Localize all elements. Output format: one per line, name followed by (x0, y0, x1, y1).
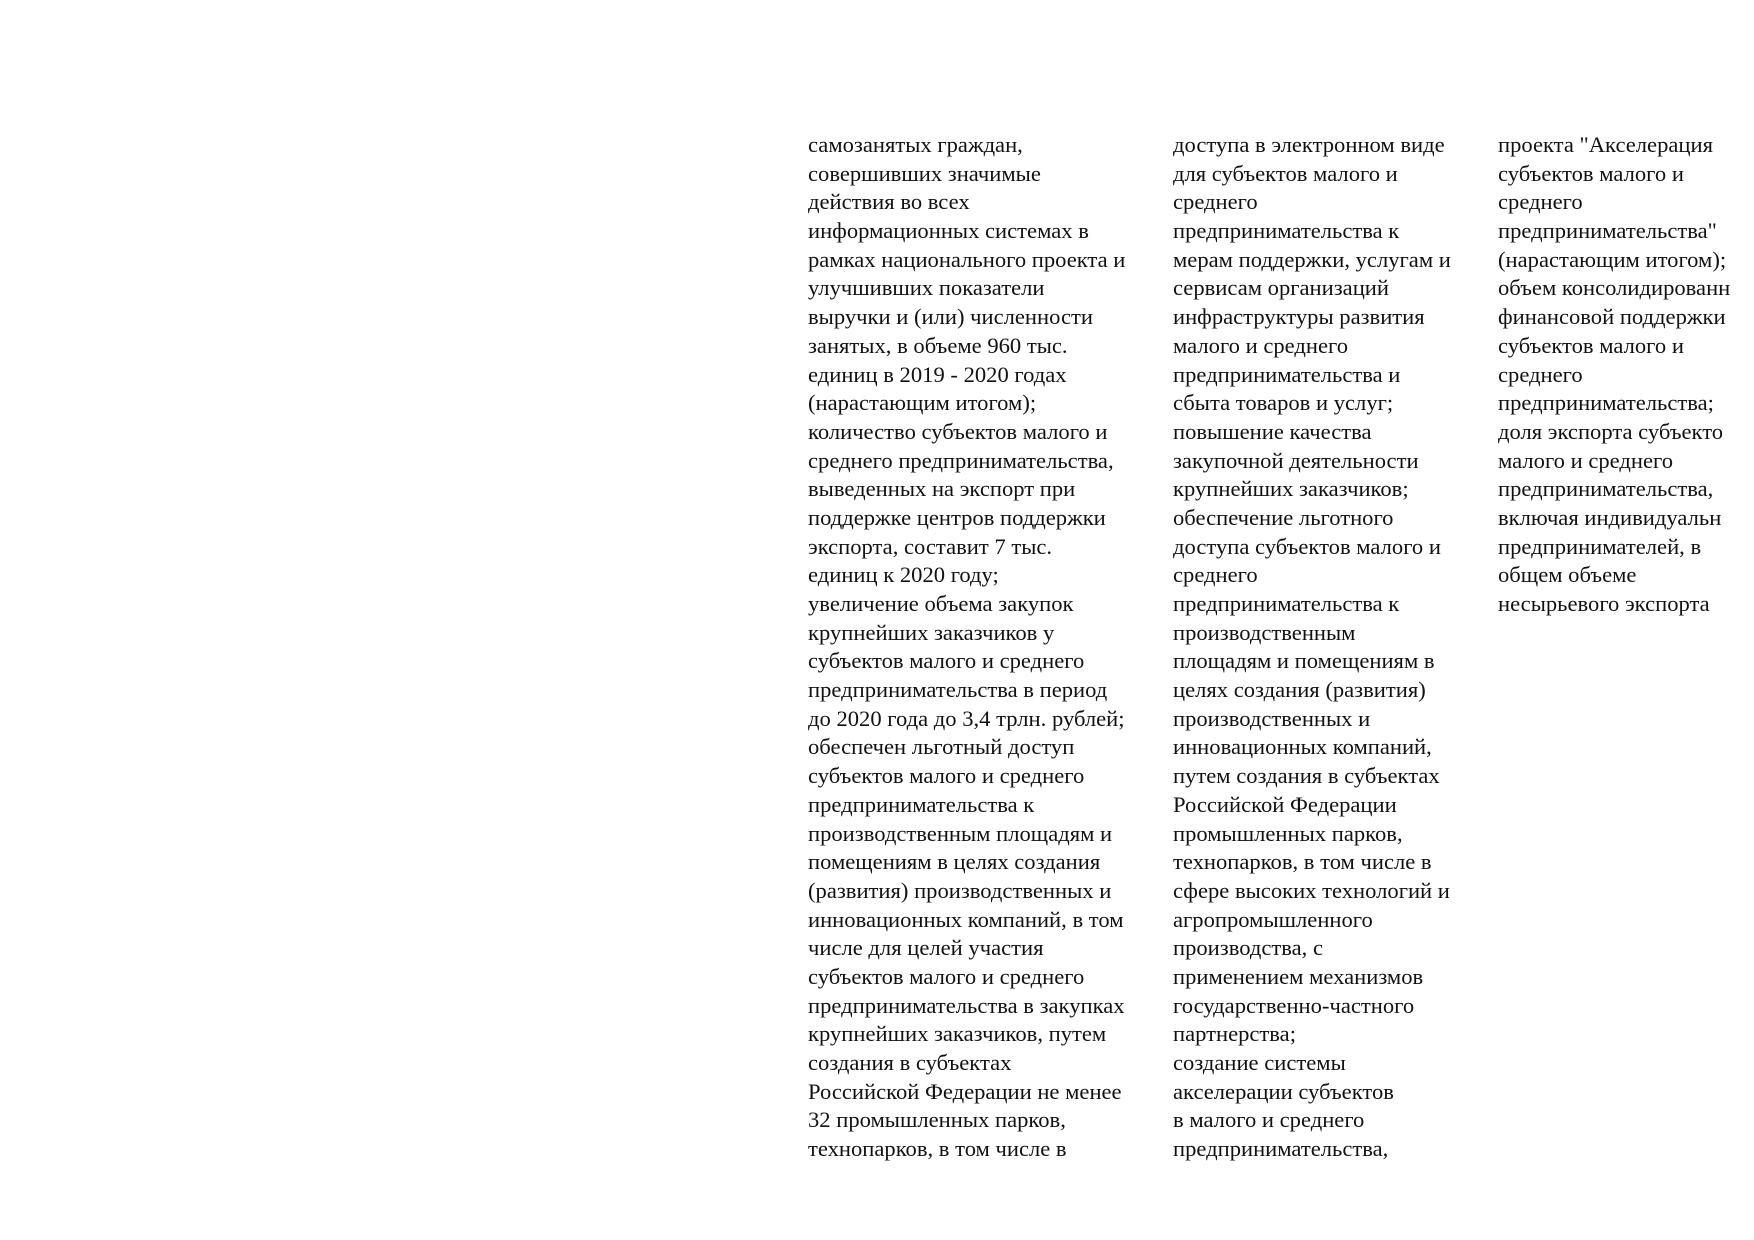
text-line: производства, с (1173, 935, 1323, 961)
text-line: инновационных компаний, в том (808, 906, 1124, 932)
text-line: среднего (1173, 562, 1258, 588)
text-line: в малого и среднего (1173, 1107, 1365, 1133)
text-line: экспорта, составит 7 тыс. (808, 533, 1053, 559)
text-line: выведенных на экспорт при (808, 476, 1076, 502)
text-line: технопарков, в том числе в (1173, 849, 1432, 875)
text-line: сервисам организаций (1173, 275, 1389, 301)
text-line: Российской Федерации не менее (808, 1078, 1122, 1104)
text-line: крупнейших заказчиков; (1173, 476, 1409, 502)
text-line: технопарков, в том числе в (808, 1136, 1067, 1162)
text-line: создание системы (1173, 1050, 1346, 1075)
text-line: производственным (1173, 619, 1356, 645)
text-line: среднего (1498, 361, 1583, 387)
text-line: занятых, в объеме 960 тыс. (808, 332, 1068, 358)
text-line: сфере высоких технологий и (1173, 877, 1450, 903)
text-line: предпринимательства к (1173, 218, 1400, 244)
text-line: акселерации субъектов (1173, 1078, 1394, 1104)
text-column-1 (808, 131, 1164, 1164)
text-line: доступа субъектов малого и (1173, 533, 1441, 559)
text-line: крупнейших заказчиков, путем (808, 1021, 1107, 1047)
text-line: (нарастающим итогом); (1498, 246, 1727, 272)
text-line: создания в субъектах (808, 1050, 1012, 1075)
text-line: количество субъектов малого и (808, 418, 1108, 444)
text-line: субъектов малого и (1498, 160, 1684, 186)
text-line: единиц в 2019 - 2020 годах (808, 361, 1067, 387)
text-line: путем создания в субъектах (1173, 763, 1440, 789)
text-line: рамках национального проекта и (808, 246, 1126, 272)
text-line: целях создания (развития) (1173, 677, 1426, 703)
text-line: субъектов малого и среднего (808, 963, 1085, 989)
text-line: предпринимательства, (1498, 476, 1714, 502)
text-line: числе для целей участия (808, 935, 1044, 961)
text-line: мерам поддержки, услугам и (1173, 246, 1451, 272)
text-column-2 (1173, 131, 1493, 1164)
text-line: партнерства; (1173, 1021, 1296, 1047)
text-line: общем объеме (1498, 562, 1637, 588)
text-line: предпринимателей, в (1498, 533, 1702, 559)
text-line: предпринимательства" (1498, 218, 1717, 244)
text-line: предпринимательства в период (808, 677, 1108, 703)
text-line: помещениям в целях создания (808, 849, 1101, 875)
text-line: предпринимательства к (1173, 591, 1400, 616)
text-line: информационных системах в (808, 218, 1089, 244)
text-line: выручки и (или) численности (808, 304, 1093, 330)
text-line: Российской Федерации (1173, 791, 1397, 817)
text-line: проекта "Акселерация (1498, 132, 1713, 157)
text-line: поддержке центров поддержки (808, 504, 1106, 530)
text-line: закупочной деятельности (1173, 447, 1419, 473)
text-line: производственным площадям и (808, 820, 1113, 846)
text-line: предпринимательства и (1173, 361, 1401, 387)
text-line: 32 промышленных парков, (808, 1107, 1066, 1133)
text-line: улучшивших показатели (808, 275, 1045, 301)
text-line: для субъектов малого и (1173, 160, 1398, 186)
text-line: обеспечение льготного (1173, 504, 1394, 530)
text-line: государственно-частного (1173, 992, 1415, 1018)
text-line: увеличение объема закупок (808, 591, 1074, 616)
text-line: инфраструктуры развития (1173, 304, 1425, 330)
text-line: производственных и (1173, 705, 1371, 731)
text-line: среднего (1498, 189, 1583, 215)
text-line: малого и среднего (1498, 447, 1674, 473)
text-line: малого и среднего (1173, 332, 1349, 358)
text-line: агропромышленного (1173, 906, 1373, 932)
text-column-3 (1498, 131, 1754, 619)
text-line: (развития) производственных и (808, 877, 1112, 903)
text-line: (нарастающим итогом); (808, 390, 1037, 416)
text-line: включая индивидуальн (1498, 504, 1722, 530)
text-line: крупнейших заказчиков у (808, 619, 1055, 645)
text-line: инновационных компаний, (1173, 734, 1432, 760)
text-line: субъектов малого и среднего (808, 648, 1085, 674)
text-line: применением механизмов (1173, 963, 1424, 989)
text-line: сбыта товаров и услуг; (1173, 390, 1394, 416)
text-line: промышленных парков, (1173, 820, 1403, 846)
text-line: совершивших значимые (808, 160, 1041, 186)
text-line: повышение качества (1173, 418, 1372, 444)
text-line: доля экспорта субъекто (1498, 418, 1724, 444)
text-line: несырьевого экспорта (1498, 591, 1710, 616)
text-line: объем консолидированн (1498, 275, 1731, 301)
text-line: предпринимательства, (1173, 1136, 1389, 1162)
text-line: среднего предпринимательства, (808, 447, 1114, 473)
text-line: площадям и помещениям в (1173, 648, 1435, 674)
text-line: предпринимательства в закупках (808, 992, 1125, 1018)
text-line: доступа в электронном виде (1173, 132, 1445, 157)
text-line: среднего (1173, 189, 1258, 215)
text-line: финансовой поддержки (1498, 304, 1726, 330)
text-line: самозанятых граждан, (808, 132, 1023, 157)
text-line: обеспечен льготный доступ (808, 734, 1075, 760)
text-line: предпринимательства; (1498, 390, 1714, 416)
text-line: единиц к 2020 году; (808, 562, 999, 588)
text-line: действия во всех (808, 189, 970, 215)
text-line: субъектов малого и среднего (808, 763, 1085, 789)
text-line: субъектов малого и (1498, 332, 1684, 358)
text-line: до 2020 года до 3,4 трлн. рублей; (808, 705, 1125, 731)
text-line: предпринимательства к (808, 791, 1035, 817)
